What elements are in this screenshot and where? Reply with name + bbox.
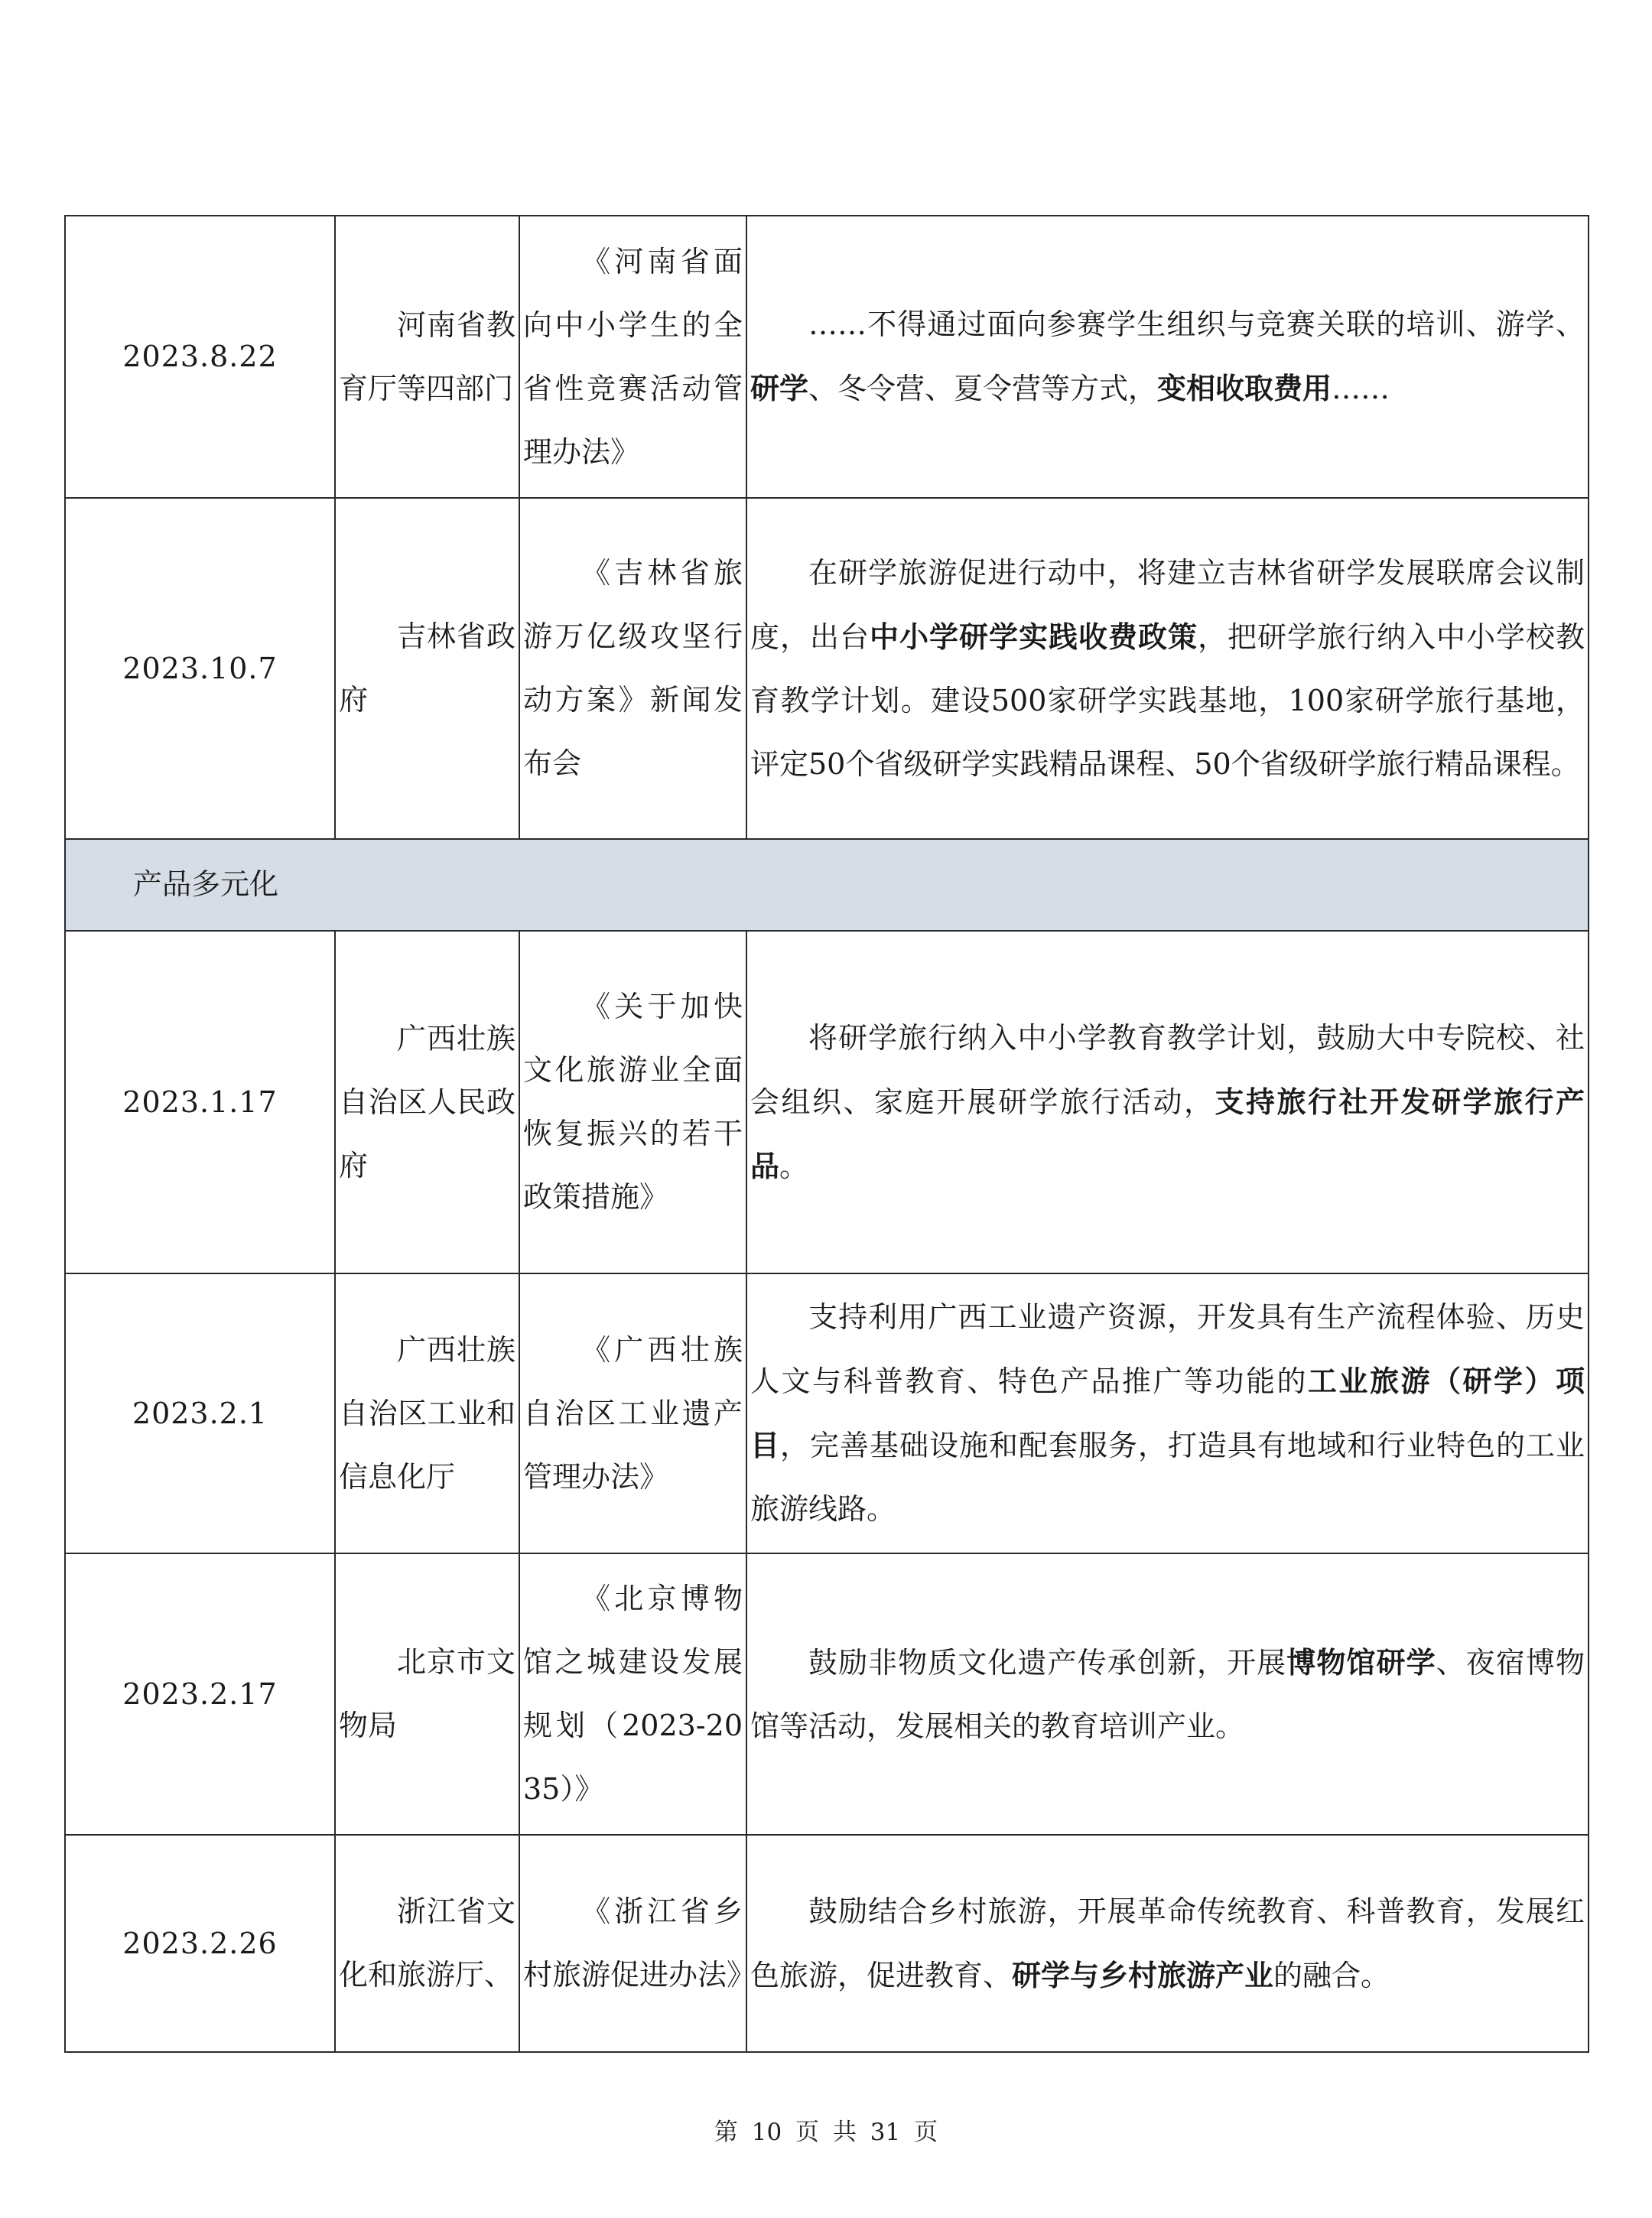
description-cell: ……不得通过面向参赛学生组织与竞赛关联的培训、游学、研学、冬令营、夏令营等方式，变相收取费用……	[746, 216, 1589, 498]
section-title: 产品多元化	[65, 839, 1589, 931]
department-cell: 广西壮族自治区工业和信息化厅	[335, 1273, 519, 1553]
policy-table	[64, 215, 1589, 2053]
description-cell: 将研学旅行纳入中小学教育教学计划，鼓励大中专院校、社会组织、家庭开展研学旅行活动，支持旅行社开发研学旅行产品。	[746, 931, 1589, 1273]
date-cell: 2023.2.26	[65, 1835, 335, 2052]
document-cell: 《关于加快文化旅游业全面恢复振兴的若干政策措施》	[519, 931, 746, 1273]
table-row	[65, 498, 1589, 839]
table-row	[65, 216, 1589, 498]
date-cell: 2023.1.17	[65, 931, 335, 1273]
page-number-footer: 第 10 页 共 31 页	[714, 2119, 938, 2146]
document-cell: 《河南省面向中小学生的全省性竞赛活动管理办法》	[519, 216, 746, 498]
description-cell: 在研学旅游促进行动中，将建立吉林省研学发展联席会议制度，出台中小学研学实践收费政策，把研学旅行纳入中小学校教育教学计划。建设500家研学实践基地，100家研学旅行基地，评定50个省级研学实践精品课程、50个省级研学旅行精品课程。	[746, 498, 1589, 839]
section-header-row	[65, 839, 1589, 931]
document-cell: 《吉林省旅游万亿级攻坚行动方案》新闻发布会	[519, 498, 746, 839]
description-cell: 鼓励非物质文化遗产传承创新，开展博物馆研学、夜宿博物馆等活动，发展相关的教育培训产业。	[746, 1553, 1589, 1835]
department-cell: 浙江省文化和旅游厅、	[335, 1835, 519, 2052]
table-row	[65, 1273, 1589, 1553]
department-cell: 北京市文物局	[335, 1553, 519, 1835]
table-row	[65, 1553, 1589, 1835]
date-cell: 2023.10.7	[65, 498, 335, 839]
date-cell: 2023.2.1	[65, 1273, 335, 1553]
document-cell: 《广西壮族自治区工业遗产管理办法》	[519, 1273, 746, 1553]
department-cell: 广西壮族自治区人民政府	[335, 931, 519, 1273]
document-cell: 《浙江省乡村旅游促进办法》	[519, 1835, 746, 2052]
department-cell: 河南省教育厅等四部门	[335, 216, 519, 498]
description-cell: 鼓励结合乡村旅游，开展革命传统教育、科普教育，发展红色旅游，促进教育、研学与乡村旅游产业的融合。	[746, 1835, 1589, 2052]
document-cell: 《北京博物馆之城建设发展规划（2023-2035）》	[519, 1553, 746, 1835]
date-cell: 2023.2.17	[65, 1553, 335, 1835]
table-row	[65, 1835, 1589, 2052]
table-row	[65, 931, 1589, 1273]
description-cell: 支持利用广西工业遗产资源，开发具有生产流程体验、历史人文与科普教育、特色产品推广等功能的工业旅游（研学）项目，完善基础设施和配套服务，打造具有地域和行业特色的工业旅游线路。	[746, 1273, 1589, 1553]
department-cell: 吉林省政府	[335, 498, 519, 839]
date-cell: 2023.8.22	[65, 216, 335, 498]
